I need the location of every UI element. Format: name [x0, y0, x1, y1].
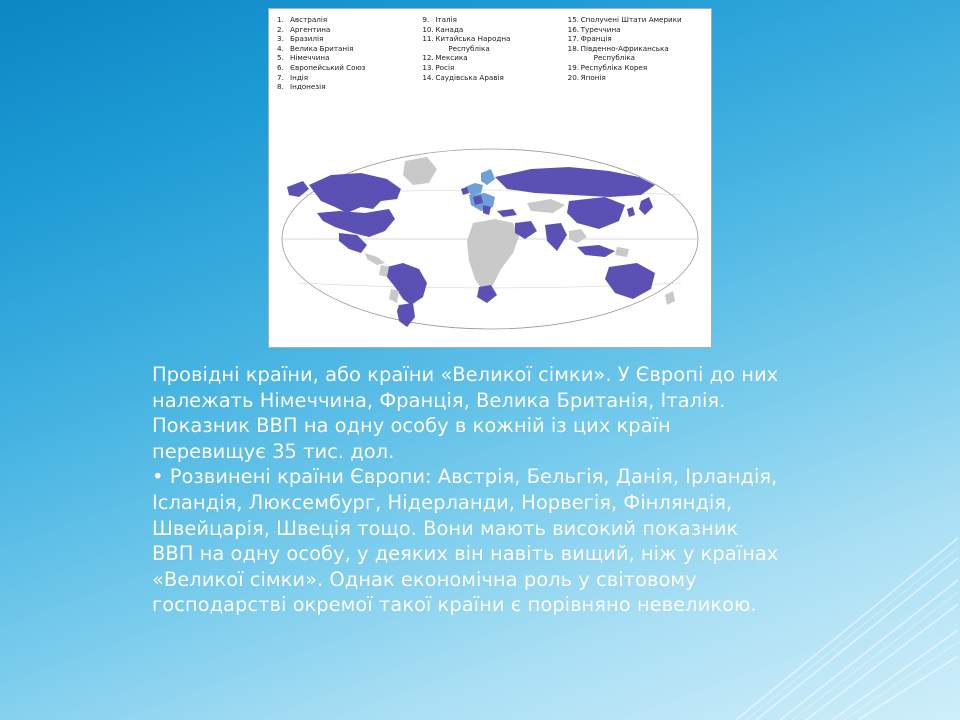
legend-item — [568, 25, 703, 35]
legend-item-continuation — [422, 44, 557, 54]
legend-item — [277, 53, 412, 63]
legend-item-label: Індонезія — [290, 82, 326, 92]
legend-item-number: 17. — [567, 34, 580, 44]
legend-item-number: 12. — [422, 53, 434, 63]
legend-item-number: 3. — [277, 34, 284, 44]
legend-item-label: Республіка Корея — [580, 62, 648, 72]
legend-item-label: Республіка — [448, 43, 490, 53]
legend-item-number: 19. — [567, 62, 580, 72]
legend-item-label: Бразилія — [290, 34, 324, 44]
legend-item — [422, 25, 557, 35]
world-map — [269, 127, 711, 345]
legend-item-number: 8. — [277, 82, 284, 92]
legend-item — [422, 73, 557, 83]
legend-item-number: 20. — [567, 72, 580, 82]
legend-item-continuation — [568, 53, 703, 63]
legend-item-label: Італія — [435, 15, 457, 24]
legend-item-label: Південно-Африканська — [580, 43, 669, 53]
legend-item-label: Росія — [435, 62, 455, 72]
legend-item-number: 14. — [422, 72, 434, 82]
legend-item-number: 11. — [422, 34, 434, 44]
legend-item-number: 2. — [277, 24, 284, 34]
world-map-svg — [269, 127, 711, 345]
legend-item-label: Туреччина — [580, 24, 621, 34]
legend-item-number: 10. — [422, 24, 434, 34]
legend-item-label: Індія — [290, 72, 309, 82]
legend-item-number: 5. — [277, 53, 284, 63]
slide-body-text — [152, 362, 782, 618]
legend-item-label: Мексика — [435, 53, 468, 63]
legend-item-number: 18. — [567, 43, 580, 53]
world-map-figure — [268, 8, 712, 348]
legend-item — [422, 53, 557, 63]
legend-item — [277, 15, 412, 25]
legend-item — [568, 63, 703, 73]
legend-item-label: Аргентина — [290, 24, 331, 34]
legend-item-number: 16. — [567, 24, 580, 34]
legend-column-2 — [422, 15, 557, 92]
legend-item-label: Канада — [435, 24, 464, 34]
legend-item — [568, 15, 703, 25]
legend-item-number: 13. — [422, 62, 434, 72]
legend-item-label: Китайська Народна — [435, 34, 511, 44]
legend-item-label: Республіка — [593, 53, 636, 63]
legend-item-label: Сполучені Штати Америки — [580, 15, 682, 24]
legend-item-number: 6. — [277, 62, 284, 72]
legend-item-number: 15. — [567, 15, 580, 24]
legend-item — [277, 73, 412, 83]
legend-item-number: 9. — [422, 15, 430, 24]
legend-item — [277, 63, 412, 73]
legend-item-label: Саудівська Аравія — [435, 72, 504, 82]
legend-item — [422, 63, 557, 73]
legend-item — [277, 44, 412, 54]
legend-column-1 — [277, 15, 412, 92]
paragraph-leading-countries: Провідні країни, або країни «Великої сімки». У Європі до них належать Німеччина, Франція, Велика Британія, Італія. Показник ВВП на одну особу в кожній із цих країн перевищує 35 тис. дол. — [152, 363, 779, 463]
legend-item — [568, 73, 703, 83]
legend-item-number: 4. — [277, 43, 284, 53]
legend-item — [277, 34, 412, 44]
legend-item — [568, 44, 703, 54]
legend-item-label: Європейський Союз — [290, 62, 366, 72]
legend-item — [277, 82, 412, 92]
legend-item-number: 7. — [277, 72, 284, 82]
paragraph-developed-europe: • Розвинені країни Європи: Австрія, Бельгія, Данія, Ірландія, Ісландія, Люксембург, Нідерланди, Норвегія, Фінляндія, Швейцарія, Швеція тощо. Вони мають високий показник ВВП на одну особу, у деяких він навіть вищий, ніж у країнах «Великої сімки». Однак економічна роль у світовому господарстві окремої такої країни є порівняно невеликою. — [152, 465, 779, 617]
legend-item-number: 1. — [277, 15, 284, 24]
legend-item-label: Австралія — [290, 15, 328, 24]
legend-item — [568, 34, 703, 44]
legend-column-3 — [568, 15, 703, 92]
legend-item-label: Японія — [580, 72, 606, 82]
map-legend — [269, 9, 711, 127]
legend-item-label: Німеччина — [290, 53, 330, 63]
legend-item-label: Франція — [580, 34, 612, 44]
legend-item — [277, 25, 412, 35]
legend-item — [422, 34, 557, 44]
legend-item — [422, 15, 557, 25]
legend-item-label: Велика Британія — [290, 43, 354, 53]
